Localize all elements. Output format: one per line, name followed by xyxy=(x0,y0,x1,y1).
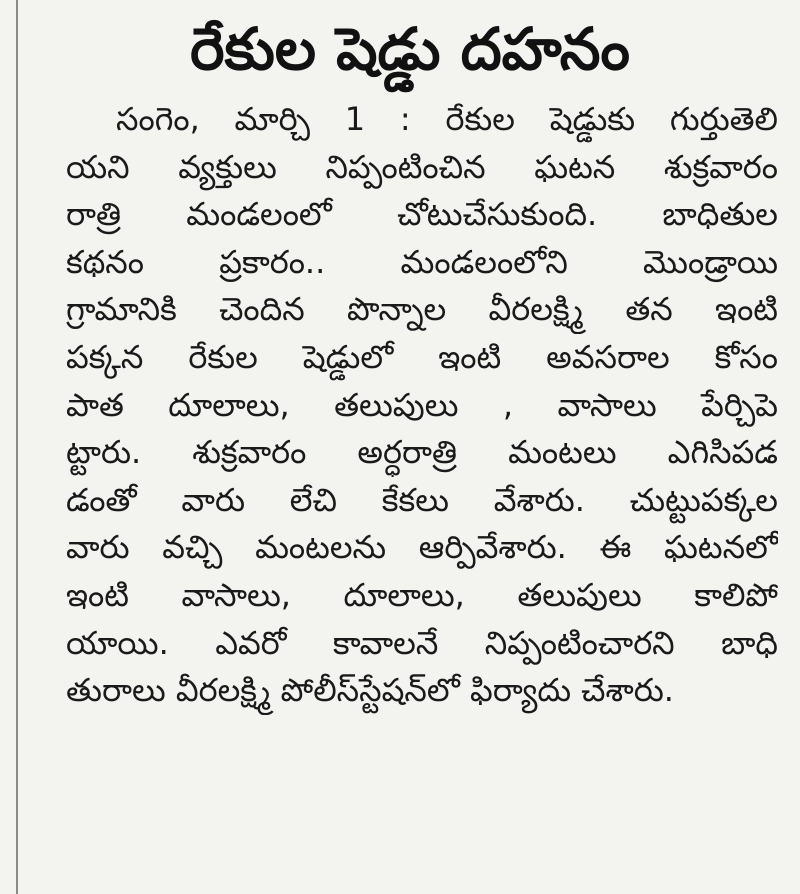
article-line: గ్రామానికి చెందిన పొన్నాల వీరలక్ష్మి తన ఇంటి xyxy=(66,290,778,329)
article-line: తురాలు వీరలక్ష్మి పోలీస్‌స్టేషన్‌లో ఫిర్యాదు చేశారు. xyxy=(66,671,674,710)
article-line: వారు వచ్చి మంటలను ఆర్పివేశారు. ఈ ఘటనలో xyxy=(66,528,778,567)
article-line: డంతో వారు లేచి కేకలు వేశారు. చుట్టుపక్కల xyxy=(66,480,778,519)
article-body xyxy=(66,96,778,715)
article-line: సంగెం, మార్చి 1 : రేకుల షెడ్డుకు గుర్తుతెలి xyxy=(116,100,778,138)
article-line: రాత్రి మండలంలో చోటుచేసుకుంది. బాధితుల xyxy=(66,195,778,234)
article-line: పక్కన రేకుల షెడ్డులో ఇంటి అవసరాల కోసం xyxy=(66,337,778,376)
article-line: యని వ్యక్తులు నిప్పంటించిన ఘటన శుక్రవారం xyxy=(66,147,778,186)
article-line: యాయి. ఎవరో కావాలనే నిప్పంటించారని బాధి xyxy=(66,623,778,662)
article-line: ట్టారు. శుక్రవారం అర్ధరాత్రి మంటలు ఎగిసిపడ xyxy=(66,433,778,472)
article-line: కథనం ప్రకారం.. మండలంలోని మొండ్రాయి xyxy=(66,242,778,281)
column-divider xyxy=(16,0,18,894)
article-headline: రేకుల షెడ్డు దహనం xyxy=(190,15,630,83)
article-line: పాత దూలాలు, తలుపులు , వాసాలు పేర్చిపె xyxy=(66,385,778,424)
article-line: ఇంటి వాసాలు, దూలాలు, తలుపులు కాలిపో xyxy=(66,575,778,614)
